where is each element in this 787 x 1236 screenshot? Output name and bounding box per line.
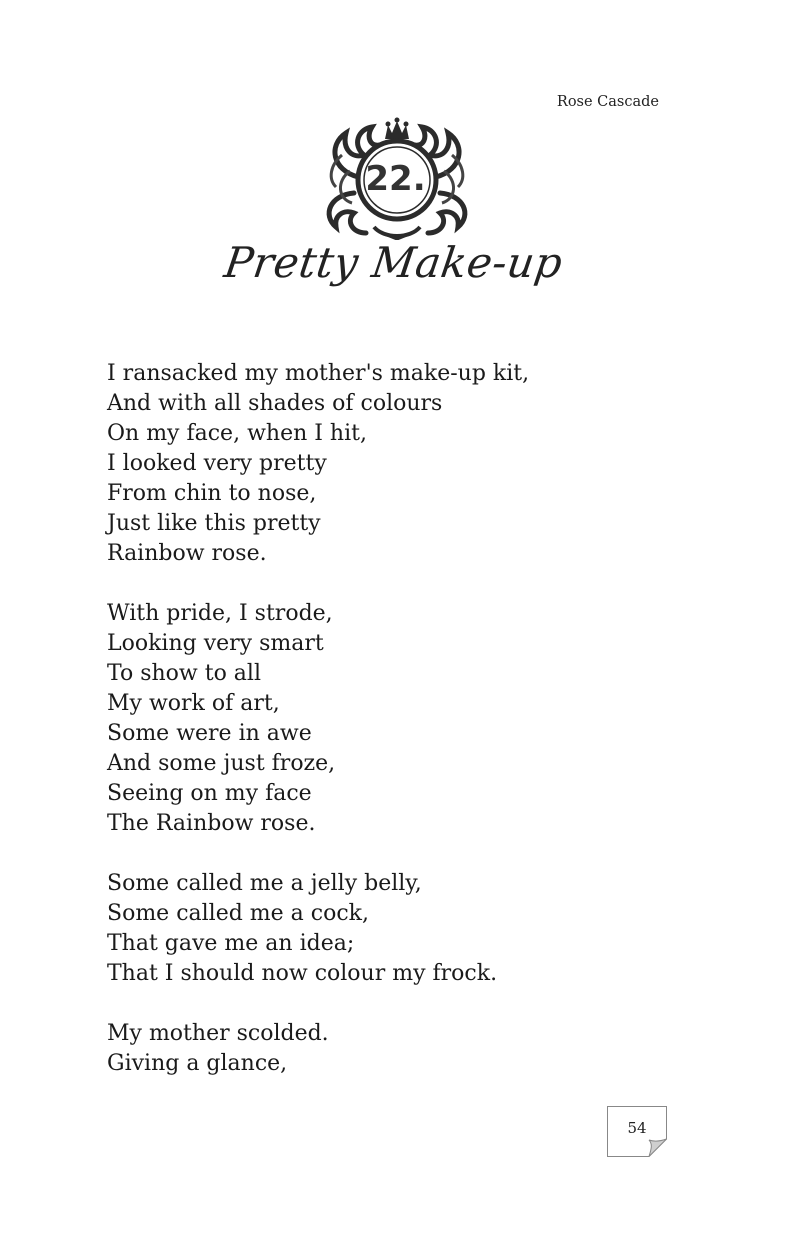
stanza xyxy=(107,869,667,989)
poem-line: Seeing on my face xyxy=(107,781,312,806)
poem-line: I looked very pretty xyxy=(107,451,327,476)
poem-body xyxy=(107,359,667,1109)
stanza xyxy=(107,599,667,839)
poem-line: Rainbow rose. xyxy=(107,541,267,566)
poem-line: My mother scolded. xyxy=(107,1021,329,1046)
poem-line: And with all shades of colours xyxy=(107,391,443,416)
poem-line: To show to all xyxy=(107,661,261,686)
poem-line: Some were in awe xyxy=(107,721,312,746)
chapter-number: 22. xyxy=(365,159,426,199)
poem-line: From chin to nose, xyxy=(107,481,317,506)
poem-line: Some called me a cock, xyxy=(107,901,369,926)
poem-line: That gave me an idea; xyxy=(107,931,355,956)
stanza xyxy=(107,1019,667,1079)
poem-line: My work of art, xyxy=(107,691,280,716)
poem-line: Some called me a jelly belly, xyxy=(107,871,422,896)
poem-line: And some just froze, xyxy=(107,751,336,776)
running-header: Rose Cascade xyxy=(556,94,659,110)
poem-line: With pride, I strode, xyxy=(107,601,333,626)
poem-line: On my face, when I hit, xyxy=(107,421,367,446)
poem-line: Looking very smart xyxy=(107,631,324,656)
page-number: 54 xyxy=(627,1119,647,1137)
poem-line: That I should now colour my frock. xyxy=(107,961,498,986)
poem-line: I ransacked my mother's make-up kit, xyxy=(107,361,530,386)
poem-title: Pretty Make-up xyxy=(221,238,566,287)
poem-line: The Rainbow rose. xyxy=(107,811,316,836)
stanza xyxy=(107,359,667,569)
poem-line: Giving a glance, xyxy=(107,1051,288,1076)
poem-line: Just like this pretty xyxy=(107,511,321,536)
